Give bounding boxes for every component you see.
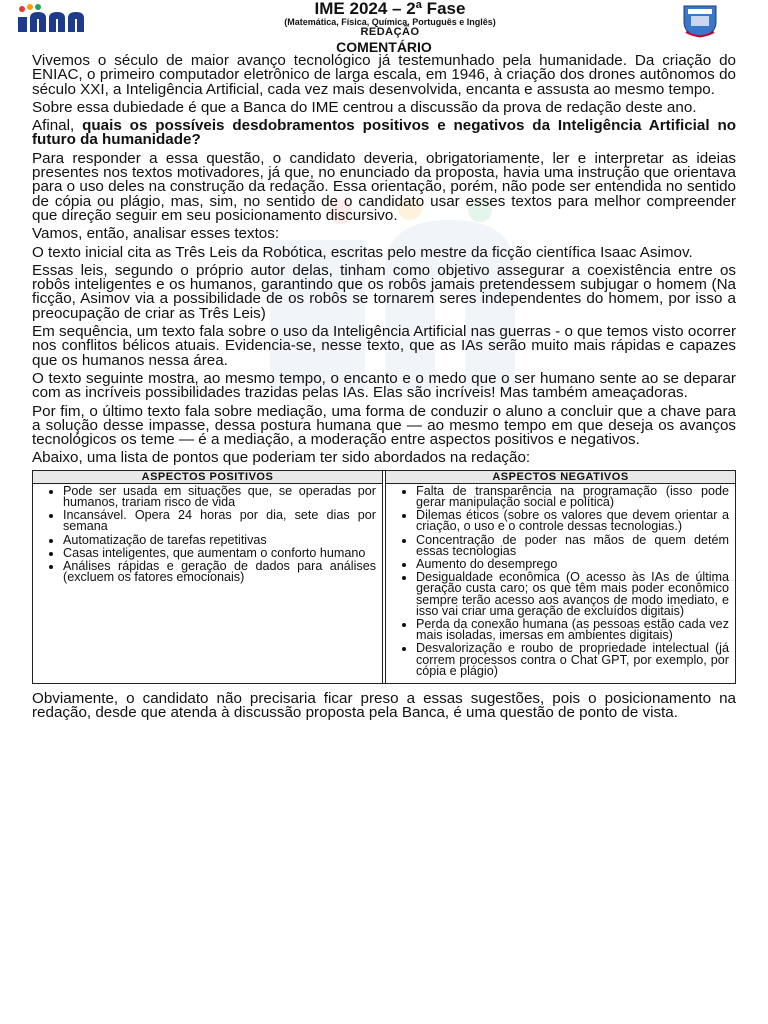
positive-column (33, 471, 383, 683)
list-item: • Dilemas éticos (sobre os valores que devem orientar a criação, o uso e o controle dessas tecnologias.) (416, 510, 729, 532)
list-item: • Perda da conexão humana (as pessoas estão cada vez mais isoladas, imersas em ambientes digitais) (416, 619, 729, 641)
negative-header: ASPECTOS NEGATIVOS (386, 471, 735, 484)
paragraph-6: O texto inicial cita as Três Leis da Robótica, escritas pelo mestre da ficção científica Isaac Asimov. (32, 243, 693, 261)
list-item: • Desigualdade econômica (O acesso às IAs de última geração custa caro; os que têm mais poder econômico sempre terão acesso aos avanços de modo imediato, e isso vai criar uma geração de excluídos digitais) (416, 572, 729, 617)
list-item: • Desvalorização e roubo de propriedade intelectual (já correm processos contra o Chat GPT, por exemplo, por cópia e plágio) (416, 643, 729, 677)
list-item: • Casas inteligentes, que aumentam o conforto humano (63, 548, 376, 559)
paragraph-4: Para responder a essa questão, o candidato deveria, obrigatoriamente, ler e interpretar as ideias presentes nos textos motivadores, já que, no enunciado da proposta, havia uma instrução que orientava para o uso deles na construção da redação. Essa orientação, porém, não pode ser entendida no sentido de cópia ou plágio, mas, sim, no sentido de o candidato usar esses textos para melhor compreender que direção seguir em seu posicionamento discursivo. (32, 149, 736, 224)
list-item: • Incansável. Opera 24 horas por dia, sete dias por semana (63, 510, 376, 532)
positive-list (33, 484, 382, 590)
exam-subtitle: (Matemática, Física, Química, Português e Inglês) (284, 17, 496, 27)
paragraph-2: Sobre essa dubiedade é que a Banca do IME centrou a discussão da prova de redação deste ano. (32, 98, 697, 116)
list-item: • Análises rápidas e geração de dados para análises (excluem os fatores emocionais) (63, 561, 376, 583)
section-label: REDAÇÃO (360, 26, 420, 38)
paragraph-9: O texto seguinte mostra, ao mesmo tempo, o encanto e o medo que o ser humano sente ao se deparar com as incríveis possibilidades trazidas pelas IAs. Elas são incríveis! Mas também ameaçadoras. (32, 369, 736, 402)
list-item: • Automatização de tarefas repetitivas (63, 535, 376, 546)
paragraph-7: Essas leis, segundo o próprio autor delas, tinham como objetivo assegurar a coexistência entre os robôs inteligentes e os humanos, garantindo que os robôs jamais pretendessem subjugar o homem (Na ficção, Asimov via a possibilidade de os robôs se tornarem seres independentes do homem, por isso a preocupação de criar as Três Leis) (32, 261, 736, 322)
paragraph-3-lead: Afinal, (32, 117, 83, 135)
article-title: COMENTÁRIO (336, 39, 432, 55)
paragraph-8: Em sequência, um texto fala sobre o uso da Inteligência Artificial nas guerras - o que temos visto ocorrer nos conflitos bélicos atuais. Evidencia-se, nesse texto, que as IAs serão muito mais rápidas e capazes que os humanos nessa área. (32, 323, 736, 369)
institution-seal-icon (680, 2, 720, 38)
paragraph-11: Abaixo, uma lista de pontos que poderiam ter sido abordados na redação: (32, 449, 531, 467)
paragraph-1: Vivemos o século de maior avanço tecnológico já testemunhado pela humanidade. Da criação do ENIAC, o primeiro computador eletrônico de larga escala, em 1946, à criação dos drones autônomos do século XXI, a Inteligência Artificial, cada vez mais desenvolvida, encanta e assusta ao mesmo tempo. (32, 52, 736, 98)
brand-logo-icon (16, 4, 92, 34)
paragraph-10: Por fim, o último texto fala sobre mediação, uma forma de conduzir o aluno a concluir que a chave para a solução desse impasse, dessa postura humana que — ao mesmo tempo em que deseja os avanços tecnológicos os teme — é a mediação, a moderação entre aspectos positivos e negativos. (32, 402, 736, 449)
paragraph-3 (32, 119, 736, 148)
aspects-table (32, 470, 736, 684)
list-item: • Falta de transparência na programação (isso pode gerar manipulação social e política) (416, 486, 729, 508)
exam-title: IME 2024 – 2ª Fase (314, 0, 466, 18)
page-header (0, 0, 768, 38)
list-item: • Pode ser usada em situações que, se operadas por humanos, trariam risco de vida (63, 486, 376, 508)
list-item: • Concentração de poder nas mãos de quem detém essas tecnologias (416, 535, 729, 557)
article-body (32, 40, 736, 725)
header-title-block (190, 0, 590, 38)
paragraph-12: Obviamente, o candidato não precisaria ficar preso a essas sugestões, pois o posicionamento na redação, desde que atenda à discussão proposta pela Banca, é uma questão de ponto de vista. (32, 689, 736, 722)
negative-column (385, 471, 735, 683)
paragraph-5: Vamos, então, analisar esses textos: (32, 225, 280, 243)
negative-list (386, 484, 735, 683)
list-item: • Aumento do desemprego (416, 559, 729, 570)
central-question: quais os possíveis desdobramentos positivos e negativos da Inteligência Artificial no futuro da humanidade? (32, 117, 736, 149)
positive-header: ASPECTOS POSITIVOS (33, 471, 382, 484)
